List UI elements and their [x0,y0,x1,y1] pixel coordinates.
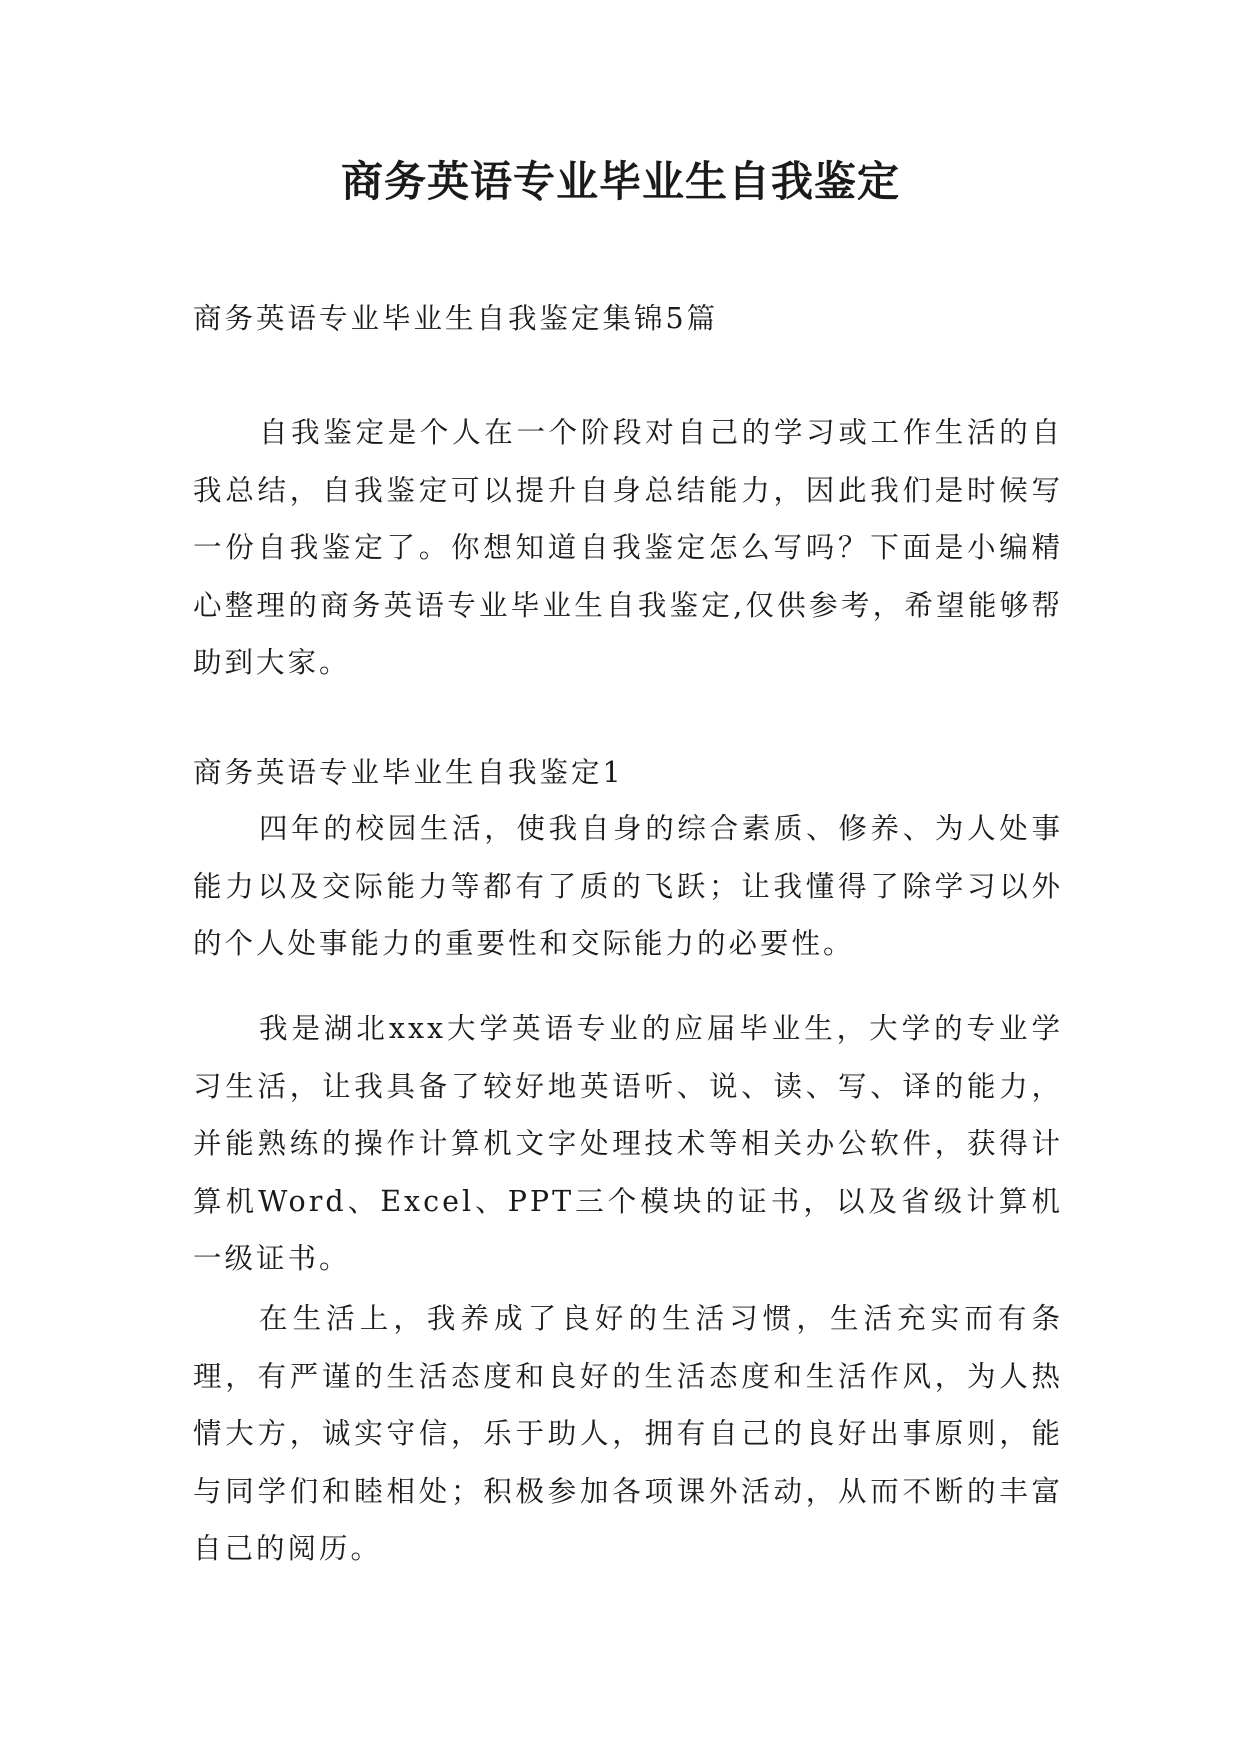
body-paragraph: 我是湖北xxx大学英语专业的应届毕业生，大学的专业学习生活，让我具备了较好地英语听、说、读、写、译的能力，并能熟练的操作计算机文字处理技术等相关办公软件，获得计算机Word、Excel、PPT三个模块的证书，以及省级计算机一级证书。 [193,1012,1063,1275]
body-paragraph: 四年的校园生活，使我自身的综合素质、修养、为人处事能力以及交际能力等都有了质的飞跃；让我懂得了除学习以外的个人处事能力的重要性和交际能力的必要性。 [193,812,1063,960]
document-title: 商务英语专业毕业生自我鉴定 [340,157,900,206]
intro-paragraph: 自我鉴定是个人在一个阶段对自己的学习或工作生活的自我总结，自我鉴定可以提升自身总结能力，因此我们是时候写一份自我鉴定了。你想知道自我鉴定怎么写吗？下面是小编精心整理的商务英语专业毕业生自我鉴定,仅供参考，希望能够帮助到大家。 [193,416,1063,679]
section-heading: 商务英语专业毕业生自我鉴定1 [193,756,624,789]
document-subtitle: 商务英语专业毕业生自我鉴定集锦5篇 [193,302,719,335]
body-paragraph: 在生活上，我养成了良好的生活习惯，生活充实而有条理，有严谨的生活态度和良好的生活态度和生活作风，为人热情大方，诚实守信，乐于助人，拥有自己的良好出事原则，能与同学们和睦相处；积极参加各项课外活动，从而不断的丰富自己的阅历。 [193,1302,1063,1565]
